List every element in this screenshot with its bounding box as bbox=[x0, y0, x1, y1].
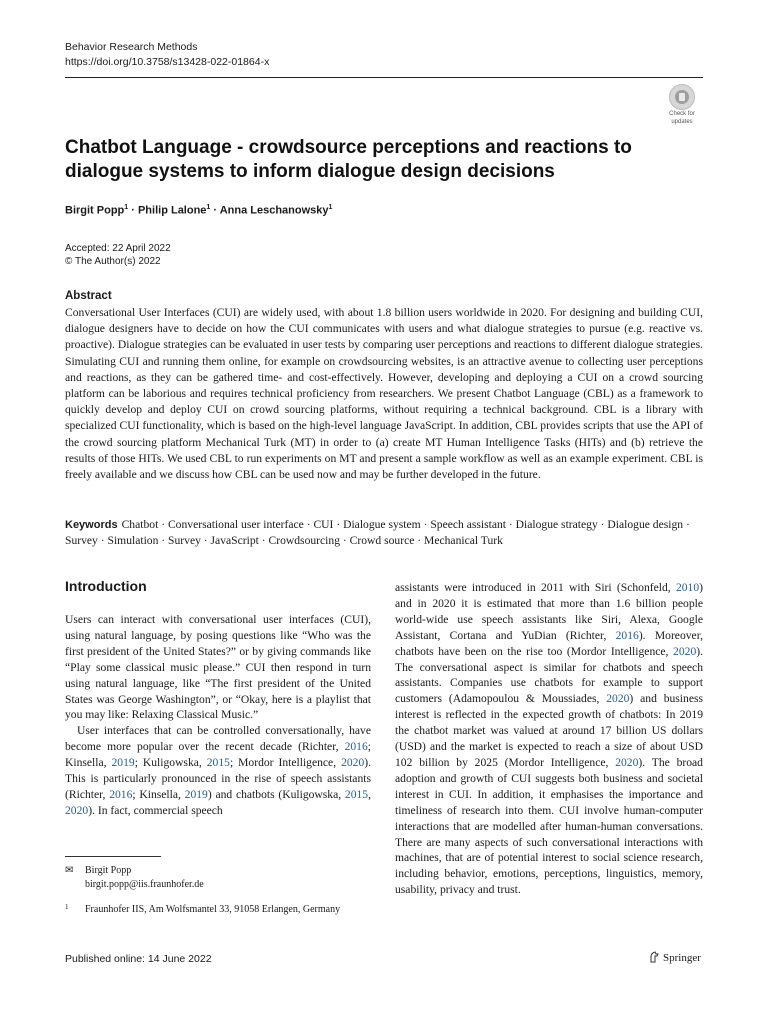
text-run: ) and in 2020 it is estimated that more than 1.6 billion people world-wide use speech assistants like Siri, Alexa, Google Assistant, Cortana and YuDian (Richter, bbox=[395, 581, 703, 642]
text-run: ). Moreover, chatbots have been on the rise too (Mordor Intelligence, bbox=[395, 628, 703, 658]
paper-title: Chatbot Language - crowdsource perceptions and reactions to dialogue systems to inform dialogue design decisions bbox=[65, 137, 632, 182]
text-run: User interfaces that can be controlled conversationally, have become more popular over the recent decade (Richter, bbox=[65, 724, 371, 754]
badge-line-2: updates bbox=[671, 118, 693, 125]
author-name: Philip Lalone bbox=[137, 204, 207, 217]
contact-email[interactable]: birgit.popp@iis.fraunhofer.de bbox=[85, 878, 204, 890]
published-online: Published online: 14 June 2022 bbox=[65, 953, 212, 965]
journal-header bbox=[65, 40, 269, 70]
right-column bbox=[395, 580, 703, 898]
publisher-logo bbox=[648, 951, 701, 964]
text-run: ). The conversational aspect is similar for chatbots and speech assistants. Companies use chatbots for example to support customers (Adamopoulou & Moussiades, bbox=[395, 644, 703, 706]
text-run: assistants were introduced in 2011 with Siri (Schonfeld, bbox=[395, 581, 676, 594]
author-separator: · bbox=[210, 204, 220, 217]
affiliation-text: Fraunhofer IIS, Am Wolfsmantel 33, 91058 Erlangen, Germany bbox=[85, 904, 341, 915]
author-affiliation-mark: 1 bbox=[328, 204, 333, 211]
corresponding-author-details bbox=[85, 864, 204, 891]
text-run: ). The broad adoption and growth of CUI suggests both business and societal interest in CUI. In addition, it emphasises the importance and timeliness of research into them. CUI involve human-computer interactions that are modelled after human-human conversations. There are many aspects of such conversational interactions with machines, that are of potential interest to social science research, including behavior, emotions, perceptions, linguistics, memory, usability, privacy and trust. bbox=[395, 755, 703, 897]
citation-link[interactable]: 2020 bbox=[65, 803, 89, 817]
journal-name: Behavior Research Methods bbox=[65, 41, 198, 53]
text-run: ; Kinsella, bbox=[65, 740, 371, 770]
doi-link[interactable]: https://doi.org/10.3758/s13428-022-01864-x bbox=[65, 56, 270, 68]
header-rule bbox=[65, 77, 703, 78]
text-run: ). In fact, commercial speech bbox=[88, 803, 223, 817]
citation-link[interactable]: 2015 bbox=[206, 756, 230, 770]
copyright-line: © The Author(s) 2022 bbox=[65, 256, 161, 267]
affiliation-number: 1 bbox=[65, 903, 69, 911]
citation-link[interactable]: 2015 bbox=[344, 787, 369, 801]
abstract-heading: Abstract bbox=[65, 290, 112, 302]
keywords bbox=[65, 517, 703, 549]
citation-link[interactable]: 2010 bbox=[675, 581, 700, 594]
text-run: ) and business interest is reflected in the expected growth of chatbots: In 2019 the chatbot market was valued at around 17 billion US dollars (USD) and the market is expected to reach a size of about USD 102 billion by 2025 (Mordor Intelligence, bbox=[395, 692, 703, 769]
author-name: Anna Leschanowsky bbox=[219, 204, 329, 217]
check-for-updates-badge[interactable] bbox=[662, 84, 702, 124]
badge-line-1: Check for bbox=[669, 111, 695, 117]
citation-link[interactable]: 2019 bbox=[184, 787, 208, 801]
text-run: ). This is particularly pronounced in the rise of speech assistants (Richter, bbox=[65, 756, 372, 801]
intro-paragraph-3 bbox=[395, 580, 703, 898]
footnote-rule bbox=[65, 856, 161, 857]
citation-link[interactable]: 2016 bbox=[344, 740, 368, 754]
envelope-icon: ✉ bbox=[65, 865, 74, 876]
intro-paragraph-2 bbox=[65, 723, 371, 818]
abstract-text: Conversational User Interfaces (CUI) are widely used, with about 1.8 billion users worldwide in 2020. For designing and building CUI, dialogue designers have to decide on how the CUI communicates with users and what dialogue strategies to pursue (e.g. reactive vs. proactive). Dialogue strategies can be evaluated in user tests by comparing user perceptions and reactions to different dialogue strategies. Simulating CUI and running them online, for example on crowdsourcing websites, is an attractive avenue to collecting user perceptions and reactions, as they can be gathered time- and cost-effectively. However, developing and deploying a CUI on a crowd sourcing platform can be laborious and requires technical proficiency from researchers. We present Chatbot Language (CBL) as a framework to quickly develop and deploy CUI on crowd sourcing platforms, without requiring a technical background. CBL is a library with specialized CUI functionality, which is based on the high-level language JavaScript. In addition, CBL provides scripts that use the API of the crowd sourcing platform Mechanical Turk (MT) in order to (a) create MT Human Intelligence Tasks (HITs) and (b) retrieve the results of those HITs. We used CBL to run experiments on MT and present a sample workflow as well as an example experiment. CBL is freely available and we discuss how CBL can be used now and may be further developed in the future. bbox=[65, 306, 703, 482]
citation-link[interactable]: 2016 bbox=[109, 787, 133, 801]
author-name: Birgit Popp bbox=[65, 204, 125, 217]
text-run: ) and chatbots (Kuligowska, bbox=[207, 787, 345, 801]
contact-name: Birgit Popp bbox=[85, 865, 132, 876]
introduction-heading: Introduction bbox=[65, 578, 147, 594]
author-list bbox=[65, 204, 332, 217]
citation-link[interactable]: 2019 bbox=[111, 756, 135, 770]
text-run: ; Kinsella, bbox=[132, 787, 185, 801]
citation-link[interactable]: 2020 bbox=[606, 692, 630, 706]
check-for-updates-icon bbox=[669, 84, 695, 110]
citation-link[interactable]: 2016 bbox=[615, 628, 639, 642]
keywords-text: Chatbot · Conversational user interface · CUI · Dialogue system · Speech assistant · Dialogue strategy · Dialogue design · Survey · Simulation · Survey · JavaScript · Crowdsourcing · Crowd source · Mechanical Turk bbox=[65, 518, 690, 547]
author-affiliation-mark: 1 bbox=[206, 204, 211, 211]
left-column bbox=[65, 578, 371, 819]
text-run: ; Mordor Intelligence, bbox=[229, 756, 342, 770]
citation-link[interactable]: 2020 bbox=[341, 756, 365, 770]
keywords-label: Keywords bbox=[65, 519, 118, 531]
publication-dates bbox=[65, 242, 171, 268]
springer-horse-icon bbox=[648, 951, 660, 963]
author-separator: · bbox=[128, 204, 138, 217]
citation-link[interactable]: 2020 bbox=[615, 755, 639, 769]
text-run: , bbox=[368, 787, 371, 801]
text-run: ; Kuligowska, bbox=[134, 756, 207, 770]
publisher-name: Springer bbox=[663, 952, 701, 964]
accepted-date: Accepted: 22 April 2022 bbox=[65, 243, 171, 254]
intro-paragraph-1: Users can interact with conversational user interfaces (CUI), using natural language, by posing questions like “Who was the first president of the United States?” or by giving commands like “Play some classical music please.” CUI then respond in turn using natural language, like “The first president of the United States was George Washington”, or “Okay, here is a playlist that you may like: Relaxing Classical Music.” bbox=[65, 613, 371, 722]
citation-link[interactable]: 2020 bbox=[673, 644, 697, 658]
author-affiliation-mark: 1 bbox=[124, 204, 129, 211]
